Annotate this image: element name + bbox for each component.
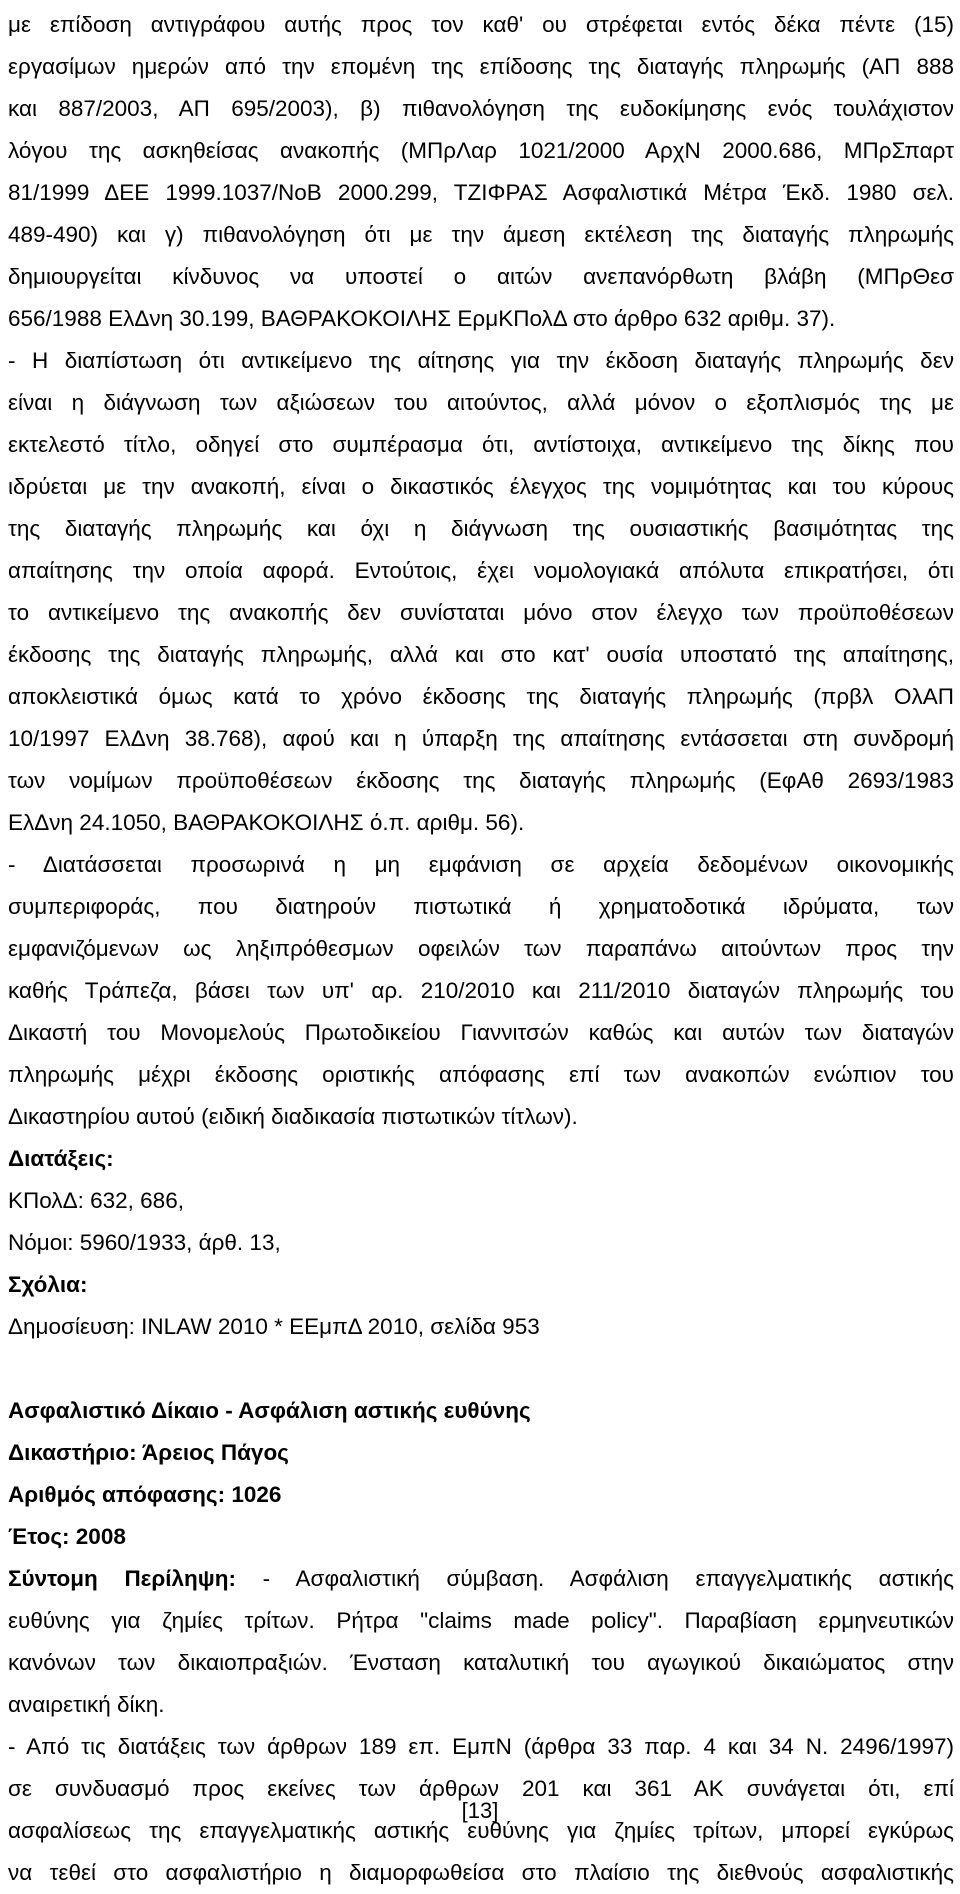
- text-segment: κανόνων των δικαιοπραξιών. Ένσταση καταλυτική του αγωγικού δικαιώματος στην: [8, 1650, 954, 1675]
- text-line: [8, 928, 954, 970]
- text-segment: απαίτησης την οποία αφορά. Εντούτοις, έχει νομολογιακά απόλυτα επικρατήσει, ότι: [8, 558, 954, 583]
- decision-continuation: [8, 4, 954, 1348]
- text-segment: 656/1988 ΕλΔνη 30.199, ΒΑΘΡΑΚΟΚΟΙΛΗΣ ΕρμΚΠολΔ στο άρθρο 632 αριθμ. 37).: [8, 306, 836, 331]
- text-segment: - Διατάσσεται προσωρινά η μη εμφάνιση σε αρχεία δεδομένων οικονομικής: [8, 852, 954, 877]
- text-line: [8, 676, 954, 718]
- text-segment: της διαταγής πληρωμής και όχι η διάγνωση της ουσιαστικής βασιμότητας της: [8, 516, 954, 541]
- text-segment: εμφανιζόμενων ως ληξιπρόθεσμων οφειλών των παραπάνω αιτούντων προς την: [8, 936, 954, 961]
- text-line: [8, 1306, 954, 1348]
- text-line: [8, 1558, 954, 1600]
- text-segment: εκτελεστό τίτλο, οδηγεί στο συμπέρασμα ότι, αντίστοιχα, αντικείμενο της δίκης που: [8, 432, 954, 457]
- text-segment: αποκλειστικά όμως κατά το χρόνο έκδοσης της διαταγής πληρωμής (πρβλ ΟλΑΠ: [8, 684, 954, 709]
- text-segment: το αντικείμενο της ανακοπής δεν συνίσταται μόνο στον έλεγχο των προϋποθέσεων: [8, 600, 954, 625]
- text-line: [8, 1180, 954, 1222]
- text-line: [8, 4, 954, 46]
- text-segment: και 887/2003, ΑΠ 695/2003), β) πιθανολόγηση της ευδοκίμησης ενός τουλάχιστον: [8, 96, 954, 121]
- text-segment: των νομίμων προϋποθέσεων έκδοσης της διαταγής πληρωμής (ΕφΑθ 2693/1983: [8, 768, 954, 793]
- text-line: [8, 1012, 954, 1054]
- text-segment: - Η διαπίστωση ότι αντικείμενο της αίτησης για την έκδοση διαταγής πληρωμής δεν: [8, 348, 954, 373]
- text-line: [8, 508, 954, 550]
- bold-label: Σχόλια:: [8, 1272, 88, 1297]
- text-line: [8, 1600, 954, 1642]
- text-line: [8, 1096, 954, 1138]
- text-line: [8, 172, 954, 214]
- text-segment: Νόμοι: 5960/1933, άρθ. 13,: [8, 1230, 281, 1255]
- text-line: [8, 1474, 954, 1516]
- page-number: [13]: [461, 1798, 499, 1823]
- text-segment: σε συνδυασμό προς εκείνες των άρθρων 201 και 361 ΑΚ συνάγεται ότι, επί: [8, 1776, 954, 1801]
- text-line: [8, 1642, 954, 1684]
- text-segment: ΕλΔνη 24.1050, ΒΑΘΡΑΚΟΚΟΙΛΗΣ ό.π. αριθμ. 56).: [8, 810, 525, 835]
- text-line: [8, 844, 954, 886]
- text-segment: λόγου της ασκηθείσας ανακοπής (ΜΠρΛαρ 1021/2000 ΑρχΝ 2000.686, ΜΠρΣπαρτ: [8, 138, 954, 163]
- text-segment: ΚΠολΔ: 632, 686,: [8, 1188, 184, 1213]
- text-line: [8, 340, 954, 382]
- text-segment: Δικαστηρίου αυτού (ειδική διαδικασία πιστωτικών τίτλων).: [8, 1104, 578, 1129]
- text-line: [8, 634, 954, 676]
- bold-label: Διατάξεις:: [8, 1146, 114, 1171]
- text-line: [8, 424, 954, 466]
- text-line: [8, 298, 954, 340]
- text-line: [8, 1222, 954, 1264]
- text-line: [8, 1726, 954, 1768]
- bold-label: Αριθμός απόφασης: 1026: [8, 1482, 282, 1507]
- text-segment: πληρωμής μέχρι έκδοσης οριστικής απόφασης επί των ανακοπών ενώπιον του: [8, 1062, 954, 1087]
- text-segment: 81/1999 ΔΕΕ 1999.1037/ΝοΒ 2000.299, ΤΖΙΦΡΑΣ Ασφαλιστικά Μέτρα Έκδ. 1980 σελ.: [8, 180, 954, 205]
- text-line: [8, 1684, 954, 1726]
- text-line: [8, 550, 954, 592]
- text-line: [8, 760, 954, 802]
- text-segment: ασφαλίσεως της επαγγελματικής αστικής ευθύνης για ζημίες τρίτων, μπορεί εγκύρως: [8, 1818, 954, 1843]
- text-segment: αναιρετική δίκη.: [8, 1692, 165, 1717]
- text-segment: Δικαστή του Μονομελούς Πρωτοδικείου Γιαννιτσών καθώς και αυτών των διαταγών: [8, 1020, 954, 1045]
- text-line: [8, 130, 954, 172]
- text-line: [8, 1054, 954, 1096]
- text-segment: 10/1997 ΕλΔνη 38.768), αφού και η ύπαρξη της απαίτησης εντάσσεται στη συνδρομή: [8, 726, 954, 751]
- text-line: [8, 1516, 954, 1558]
- text-line: [8, 802, 954, 844]
- text-line: [8, 1852, 954, 1894]
- text-line: [8, 214, 954, 256]
- text-line: [8, 592, 954, 634]
- text-segment: δημιουργείται κίνδυνος να υποστεί ο αιτών ανεπανόρθωτη βλάβη (ΜΠρΘεσ: [8, 264, 954, 289]
- text-segment: εργασίμων ημερών από την επομένη της επίδοσης της διαταγής πληρωμής (ΑΠ 888: [8, 54, 954, 79]
- text-line: [8, 1390, 954, 1432]
- text-segment: ευθύνης για ζημίες τρίτων. Ρήτρα "claims made policy". Παραβίαση ερμηνευτικών: [8, 1608, 954, 1633]
- document-body: [8, 4, 954, 1894]
- bold-label: Έτος: 2008: [8, 1524, 126, 1549]
- text-segment: - Από τις διατάξεις των άρθρων 189 επ. ΕμπΝ (άρθρα 33 παρ. 4 και 34 Ν. 2496/1997): [8, 1734, 954, 1759]
- text-segment: είναι η διάγνωση των αξιώσεων του αιτούντος, αλλά μόνον ο εξοπλισμός της με: [8, 390, 954, 415]
- bold-label: Δικαστήριο: Άρειος Πάγος: [8, 1440, 289, 1465]
- text-line: [8, 382, 954, 424]
- text-segment: ιδρύεται με την ανακοπή, είναι ο δικαστικός έλεγχος της νομιμότητας και του κύρους: [8, 474, 954, 499]
- bold-label: Ασφαλιστικό Δίκαιο - Ασφάλιση αστικής ευθύνης: [8, 1398, 531, 1423]
- text-line: [8, 1138, 954, 1180]
- text-segment: Δημοσίευση: INLAW 2010 * ΕΕμπΔ 2010, σελίδα 953: [8, 1314, 540, 1339]
- text-line: [8, 1264, 954, 1306]
- text-line: [8, 886, 954, 928]
- text-line: [8, 88, 954, 130]
- text-segment: συμπεριφοράς, που διατηρούν πιστωτικά ή χρηματοδοτικά ιδρύματα, των: [8, 894, 954, 919]
- text-segment: έκδοσης της διαταγής πληρωμής, αλλά και στο κατ' ουσία υποστατό της απαίτησης,: [8, 642, 954, 667]
- text-line: [8, 970, 954, 1012]
- text-line: [8, 466, 954, 508]
- text-segment: καθής Τράπεζα, βάσει των υπ' αρ. 210/2010 και 211/2010 διαταγών πληρωμής του: [8, 978, 954, 1003]
- section-gap: [8, 1348, 954, 1390]
- text-line: [8, 1432, 954, 1474]
- text-segment: - Ασφαλιστική σύμβαση. Ασφάλιση επαγγελματικής αστικής: [235, 1566, 954, 1591]
- text-line: [8, 46, 954, 88]
- text-segment: να τεθεί στο ασφαλιστήριο η διαμορφωθείσα στο πλαίσιο της διεθνούς ασφαλιστικής: [8, 1860, 954, 1885]
- text-segment: με επίδοση αντιγράφου αυτής προς τον καθ' ου στρέφεται εντός δέκα πέντε (15): [8, 12, 954, 37]
- text-line: [8, 256, 954, 298]
- text-line: [8, 718, 954, 760]
- text-segment: 489-490) και γ) πιθανολόγηση ότι με την άμεση εκτέλεση της διαταγής πληρωμής: [8, 222, 954, 247]
- bold-label: Σύντομη Περίληψη:: [8, 1566, 236, 1591]
